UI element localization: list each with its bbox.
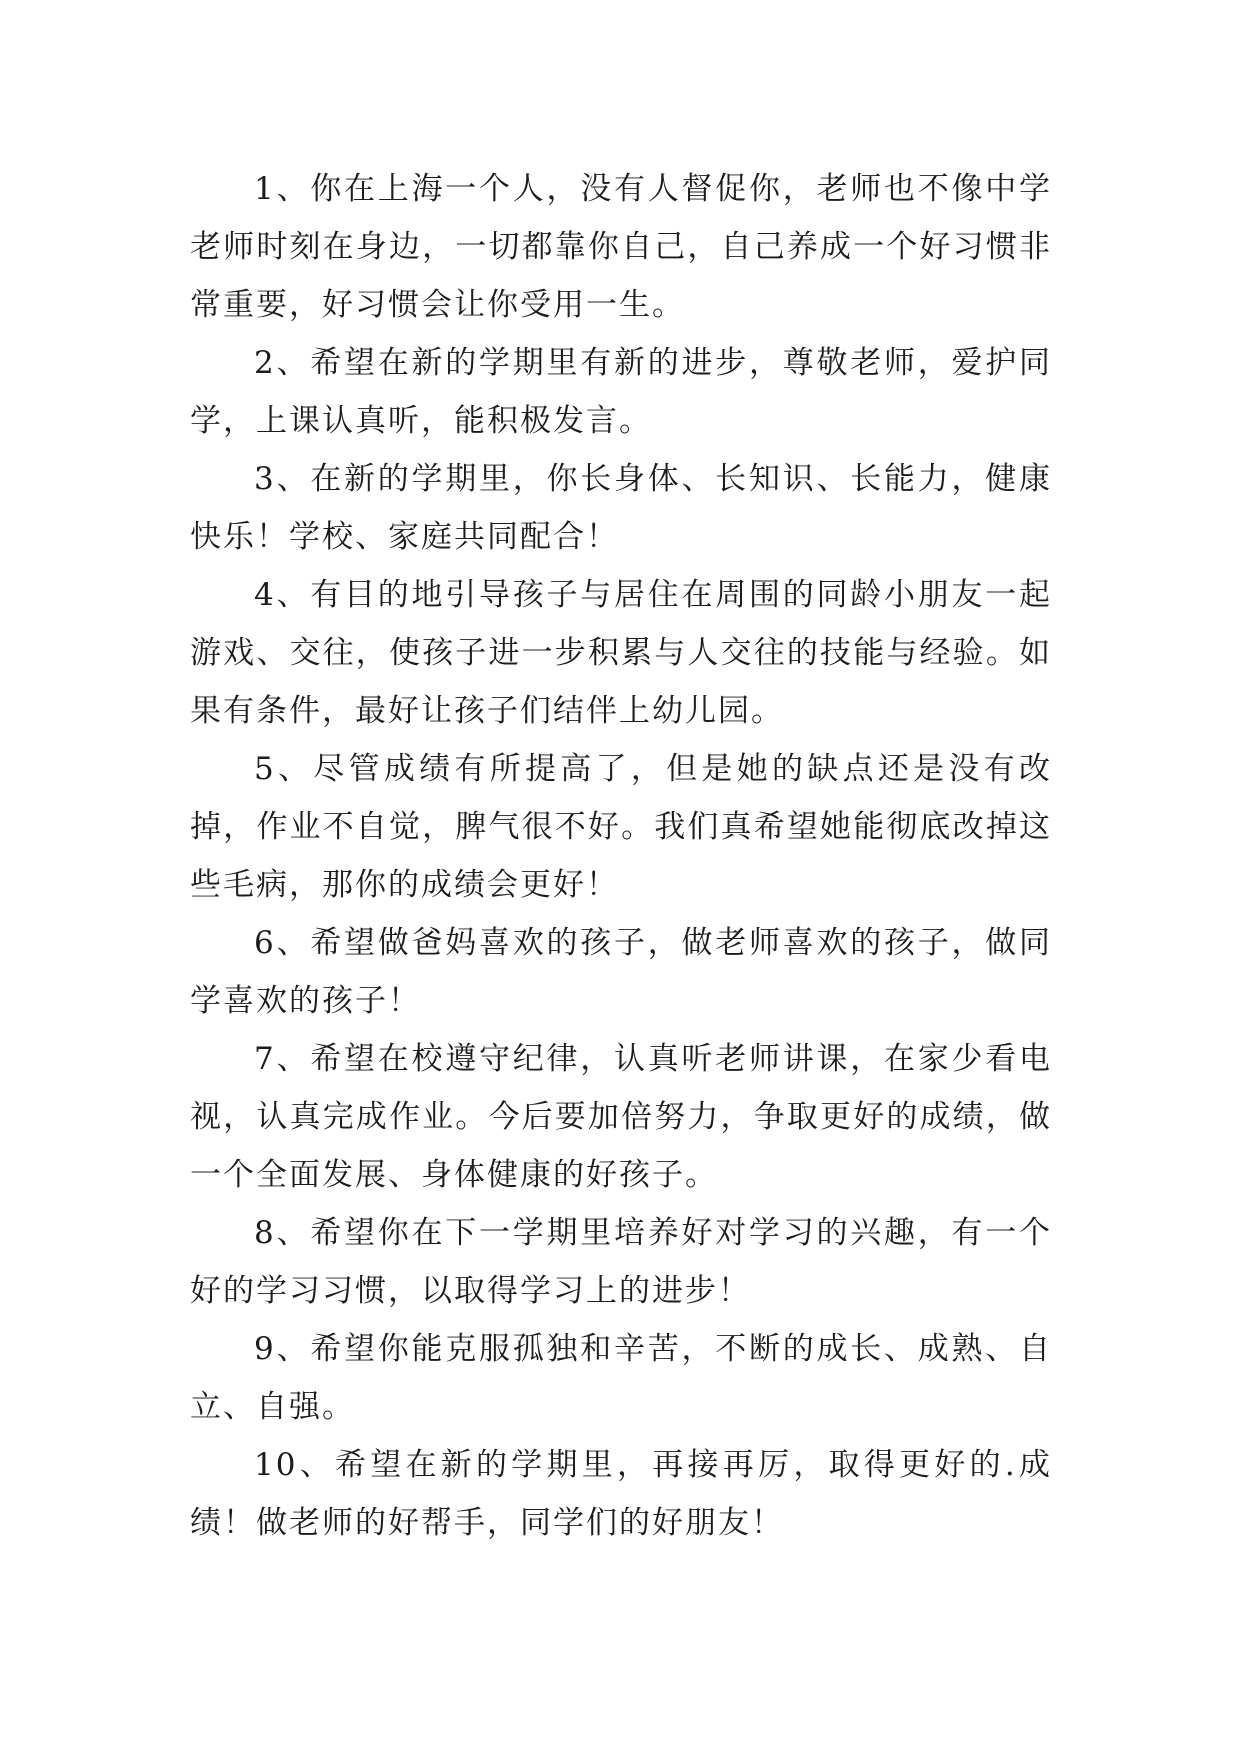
paragraph-8: 8、希望你在下一学期里培养好对学习的兴趣，有一个好的学习习惯，以取得学习上的进步！ (190, 1215, 1052, 1309)
paragraph-7: 7、希望在校遵守纪律，认真听老师讲课，在家少看电视，认真完成作业。今后要加倍努力，争取更好的成绩，做一个全面发展、身体健康的好孩子。 (190, 1041, 1052, 1193)
paragraph-1: 1、你在上海一个人，没有人督促你，老师也不像中学老师时刻在身边，一切都靠你自己，自己养成一个好习惯非常重要，好习惯会让你受用一生。 (190, 171, 1052, 323)
paragraph-10: 10、希望在新的学期里，再接再厉，取得更好的.成绩！做老师的好帮手，同学们的好朋友！ (190, 1447, 1052, 1541)
paragraph-2: 2、希望在新的学期里有新的进步，尊敬老师，爱护同学，上课认真听，能积极发言。 (190, 345, 1052, 439)
document-body (190, 160, 1052, 1552)
paragraph-5: 5、尽管成绩有所提高了，但是她的缺点还是没有改掉，作业不自觉，脾气很不好。我们真希望她能彻底改掉这些毛病，那你的成绩会更好！ (190, 751, 1052, 903)
paragraph-9: 9、希望你能克服孤独和辛苦，不断的成长、成熟、自立、自强。 (190, 1331, 1052, 1425)
paragraph-3: 3、在新的学期里，你长身体、长知识、长能力，健康快乐！学校、家庭共同配合！ (190, 461, 1052, 555)
paragraph-4: 4、有目的地引导孩子与居住在周围的同龄小朋友一起游戏、交往，使孩子进一步积累与人交往的技能与经验。如果有条件，最好让孩子们结伴上幼儿园。 (190, 577, 1052, 729)
paragraph-6: 6、希望做爸妈喜欢的孩子，做老师喜欢的孩子，做同学喜欢的孩子！ (190, 925, 1052, 1019)
